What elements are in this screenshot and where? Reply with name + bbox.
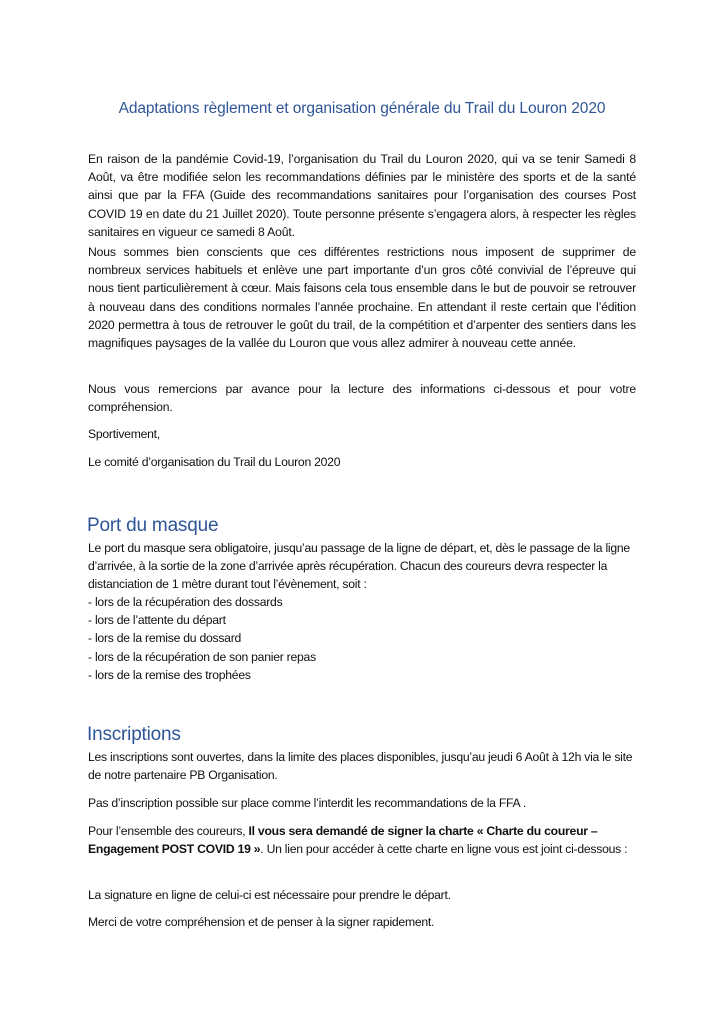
intro-paragraph-1: En raison de la pandémie Covid-19, l’organisation du Trail du Louron 2020, qui va se tenir Samedi 8 Août, va être modifiée selon les recommandations définies par le ministère des sports et de la santé ainsi que par la FFA (Guide des recommandations sanitaires pour l’organisation des courses Post COVID 19 en date du 21 Juillet 2020). Toute personne présente s’engagera alors, à respecter les règles sanitaires en vigueur ce samedi 8 Août. [88,152,636,239]
inscriptions-paragraph-4: La signature en ligne de celui-ci est nécessaire pour prendre le départ. [88,888,451,902]
masque-paragraph: Le port du masque sera obligatoire, jusqu’au passage de la ligne de départ, et, dès le passage de la ligne d’arrivée, à la sortie de la zone d’arrivée après récupération. Chacun des coureurs devra respecter la distanciation de 1 mètre durant tout l’évènement, soit : [88,541,630,592]
charte-intro-text: Pour l’ensemble des coureurs, [88,824,249,838]
intro-paragraph-2: Nous sommes bien conscients que ces différentes restrictions nous imposent de supprimer de nombreux services habituels et enlève une part importante d’un gros côté convivial de l’épreuve qui nous tient particulièrement à cœur. Mais faisons cela tous ensemble dans le but de pouvoir se retrouver à nouveau dans des conditions normales l’année prochaine. En attendant il reste certain que l’édition 2020 permettra à tous de retrouver le goût du trail, de la compétition et d’arpenter des sentiers dans les magnifiques paysages de la vallée du Louron que vous allez admirer à nouveau cette année. [88,245,636,351]
list-item: - lors de l’attente du départ [88,611,316,629]
list-item: - lors de la remise du dossard [88,629,316,647]
signature-text: Le comité d’organisation du Trail du Louron 2020 [88,455,341,469]
closing-text: Sportivement, [88,427,160,441]
heading-inscriptions: Inscriptions [87,724,181,745]
list-item: - lors de la remise des trophées [88,666,316,684]
inscriptions-paragraph-1: Les inscriptions sont ouvertes, dans la limite des places disponibles, jusqu’au jeudi 6 Août à 12h via le site de notre partenaire PB Organisation. [88,750,633,783]
charte-bold-text: Il vous sera demandé de signer la charte « Charte du coureur – Engagement POST COVID 19 » [88,824,598,857]
list-item: - lors de la récupération de son panier repas [88,648,316,666]
list-item: - lors de la récupération des dossards [88,593,316,611]
inscriptions-paragraph-3 [88,822,636,858]
charte-end-text: . Un lien pour accéder à cette charte en ligne vous est joint ci-dessous : [260,842,628,857]
heading-port-du-masque: Port du masque [87,515,219,536]
inscriptions-paragraph-5: Merci de votre compréhension et de penser à la signer rapidement. [88,915,435,929]
masque-list [88,593,316,684]
inscriptions-paragraph-2: Pas d’inscription possible sur place comme l’interdit les recommandations de la FFA . [88,796,527,810]
document-title: Adaptations règlement et organisation générale du Trail du Louron 2020 [118,100,606,117]
intro-paragraph-3: Nous vous remercions par avance pour la lecture des informations ci-dessous et pour votre compréhension. [88,382,636,415]
